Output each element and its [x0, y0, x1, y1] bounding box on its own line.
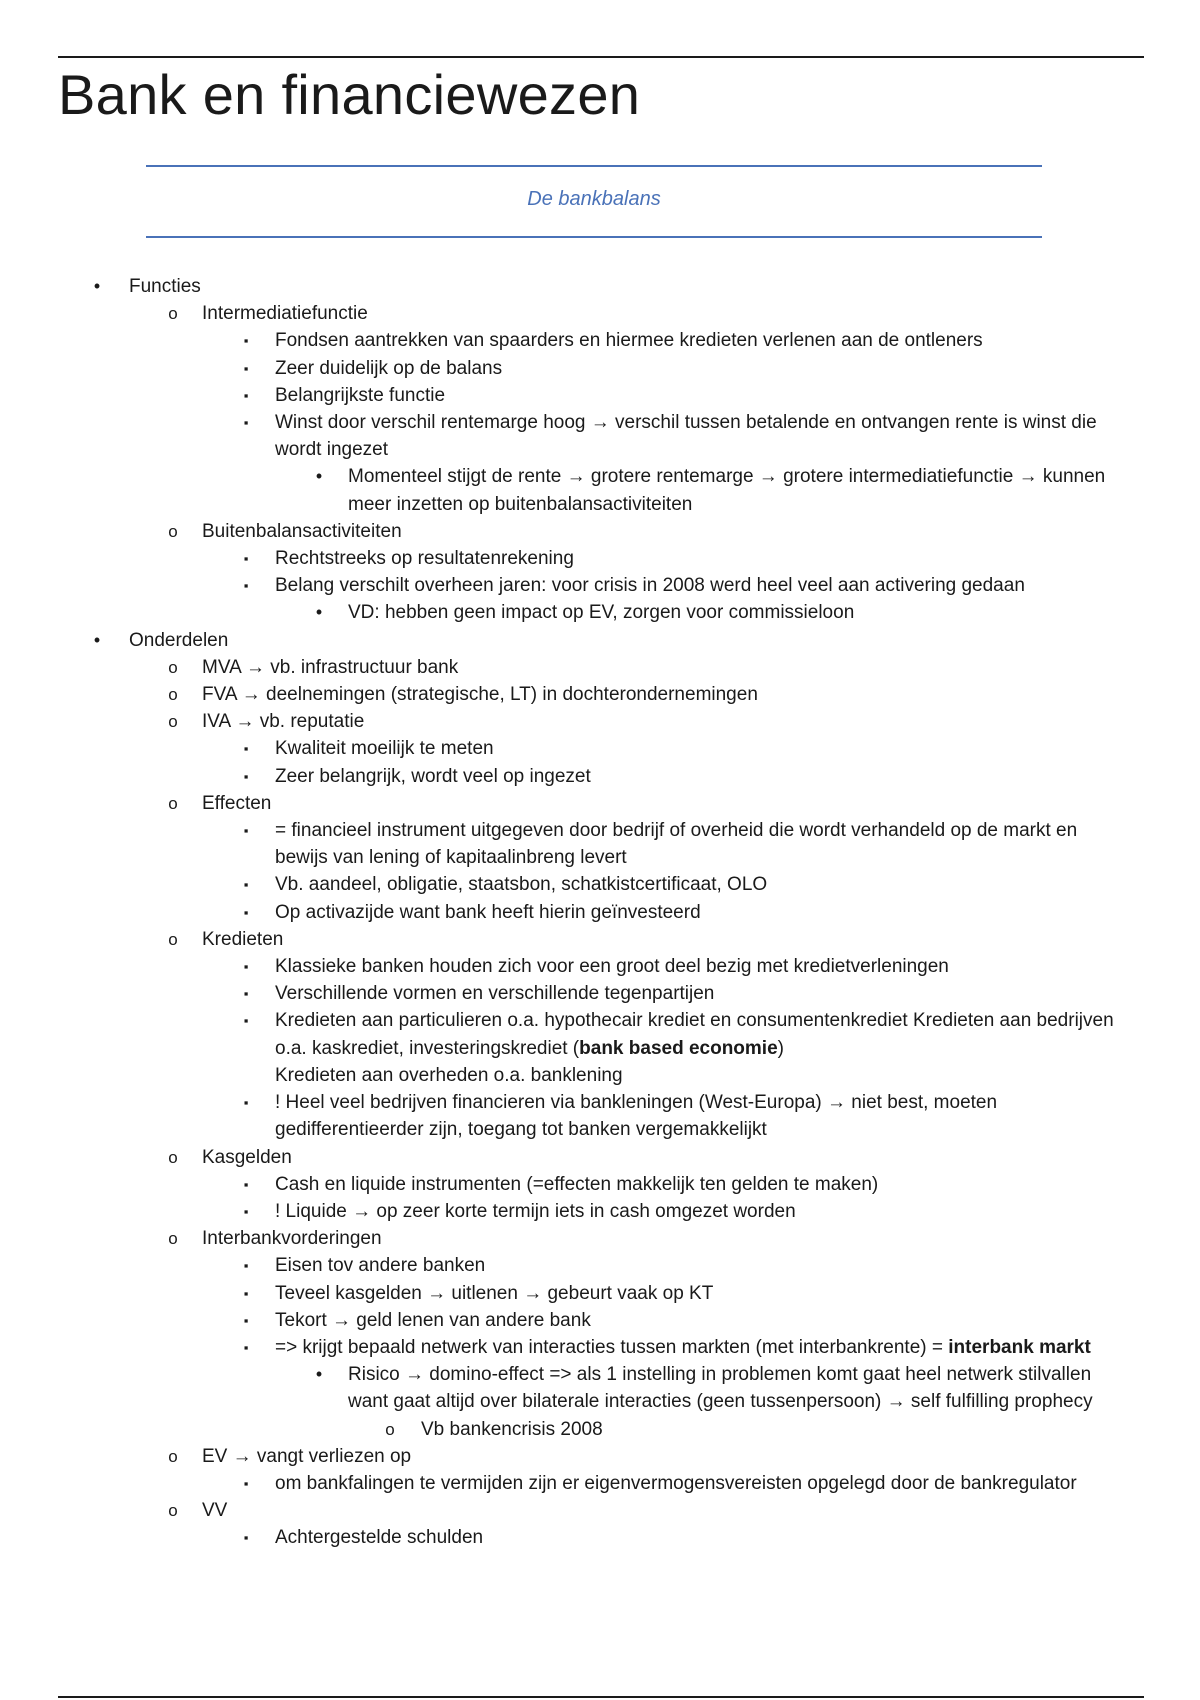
list-item-text: Kredieten aan particulieren o.a. hypothecair krediet en consumentenkrediet Kredieten aan bedrijven o.a. kaskrediet, investeringskrediet (bank based economie) — [275, 1010, 1114, 1059]
bullet-marker: o — [168, 793, 178, 813]
list-item-continuation: Kredieten aan overheden o.a. banklening — [275, 1064, 623, 1086]
list-item-text: VV — [202, 1500, 228, 1522]
list-item — [0, 790, 1132, 817]
bullet-marker: o — [168, 1446, 178, 1466]
list-item — [0, 1334, 1130, 1361]
list-item — [0, 1416, 1121, 1443]
list-item — [0, 1361, 1118, 1415]
bullet-marker: ▪ — [243, 387, 249, 403]
bullet-marker: ▪ — [243, 1258, 249, 1274]
list-item-text: = financieel instrument uitgegeven door bedrijf of overheid die wordt verhandeld op de markt en bewijs van lening of kapitaalinbreng levert — [275, 820, 1078, 869]
list-item — [0, 545, 1130, 572]
page-title: Bank en financiewezen — [58, 63, 641, 126]
list-item — [0, 382, 1130, 409]
bullet-marker: o — [168, 1147, 178, 1167]
list-item-text: Interbankvorderingen — [202, 1228, 382, 1250]
bullet-marker: ▪ — [243, 1339, 249, 1355]
list-item-text: Effecten — [202, 792, 272, 814]
list-item — [0, 1171, 1130, 1198]
list-item — [0, 1198, 1130, 1225]
bullet-marker: ▪ — [243, 415, 249, 431]
list-item-text: ! Liquide → op zeer korte termijn iets in cash omgezet worden — [275, 1200, 796, 1222]
subtitle: De bankbalans — [527, 188, 661, 210]
bullet-marker: ▪ — [243, 1176, 249, 1192]
bullet-marker: ▪ — [243, 1285, 249, 1301]
list-item-text: Risico → domino-effect => als 1 instelling in problemen komt gaat heel netwerk stilvallen want gaat altijd over bilaterale interacties (geen tussenpersoon) → self fulfilling prophecy — [348, 1364, 1093, 1413]
list-item-text: om bankfalingen te vermijden zijn er eigenvermogensvereisten opgelegd door de bankregulator — [275, 1472, 1077, 1494]
bullet-marker: • — [93, 629, 101, 650]
list-item-text: IVA → vb. reputatie — [202, 711, 365, 733]
list-item-text: Kasgelden — [202, 1146, 292, 1168]
list-item — [0, 1252, 1130, 1279]
list-item-text: Momenteel stijgt de rente → grotere rentemarge → grotere intermediatiefunctie → kunnen meer inzetten op buitenbalansactiviteiten — [348, 466, 1106, 515]
list-item — [0, 1307, 1130, 1334]
list-item — [0, 409, 1130, 463]
list-item-text: Zeer belangrijk, wordt veel op ingezet — [275, 765, 591, 787]
list-item — [0, 1470, 1130, 1497]
bullet-marker: o — [385, 1419, 395, 1439]
bullet-marker: o — [168, 304, 178, 324]
list-item — [0, 518, 1132, 545]
list-item — [0, 463, 1118, 517]
list-item-text: Vb. aandeel, obligatie, staatsbon, schatkistcertificaat, OLO — [275, 874, 768, 896]
bullet-marker: o — [168, 1501, 178, 1521]
list-item-text: Op activazijde want bank heeft hierin geïnvesteerd — [275, 901, 701, 923]
list-item-text: Buitenbalansactiviteiten — [202, 520, 402, 542]
list-item-text: Functies — [129, 276, 201, 297]
bullet-marker: ▪ — [243, 333, 249, 349]
bullet-marker: o — [168, 685, 178, 705]
top-rule — [58, 56, 1144, 58]
bullet-marker: ▪ — [243, 1312, 249, 1328]
bullet-marker: ▪ — [243, 1013, 249, 1029]
bullet-marker: • — [315, 466, 323, 487]
list-item — [0, 817, 1130, 871]
list-item — [0, 273, 1129, 300]
subtitle-bottom-rule — [146, 236, 1042, 238]
list-item-text: Tekort → geld lenen van andere bank — [275, 1309, 591, 1331]
list-item-text: ! Heel veel bedrijven financieren via bankleningen (West-Europa) → niet best, moeten gedifferentieerder zijn, toegang tot banken vergemakkelijkt — [275, 1092, 998, 1141]
list-item — [0, 1089, 1130, 1143]
list-item-text: Zeer duidelijk op de balans — [275, 357, 503, 379]
bullet-marker: • — [315, 1364, 323, 1385]
list-item — [0, 899, 1130, 926]
bullet-marker: ▪ — [243, 1530, 249, 1546]
list-item — [0, 953, 1130, 980]
list-item — [0, 327, 1130, 354]
bullet-marker: ▪ — [243, 551, 249, 567]
list-item — [0, 599, 1118, 626]
bullet-marker: ▪ — [243, 1475, 249, 1491]
list-item-text: Rechtstreeks op resultatenrekening — [275, 548, 574, 570]
list-item-text: Kwaliteit moeilijk te meten — [275, 738, 494, 760]
list-item-text: Teveel kasgelden → uitlenen → gebeurt vaak op KT — [275, 1282, 714, 1304]
list-item — [0, 1144, 1132, 1171]
bullet-marker: ▪ — [243, 877, 249, 893]
bullet-marker: ▪ — [243, 360, 249, 376]
list-item — [0, 572, 1130, 599]
list-item — [0, 1225, 1132, 1252]
bottom-rule — [58, 1696, 1144, 1698]
list-item-text: Belang verschilt overheen jaren: voor crisis in 2008 werd heel veel aan activering gedaan — [275, 575, 1025, 597]
list-item-text: Achtergestelde schulden — [275, 1527, 484, 1549]
bullet-marker: ▪ — [243, 904, 249, 920]
list-item — [0, 300, 1132, 327]
list-item-text: Winst door verschil rentemarge hoog → verschil tussen betalende en ontvangen rente is winst die wordt ingezet — [275, 412, 1097, 461]
list-item-text: Klassieke banken houden zich voor een groot deel bezig met kredietverleningen — [275, 956, 949, 978]
list-item-text: FVA → deelnemingen (strategische, LT) in dochterondernemingen — [202, 684, 758, 706]
list-item — [0, 654, 1132, 681]
bullet-marker: ▪ — [243, 823, 249, 839]
bullet-marker: ▪ — [243, 959, 249, 975]
list-item — [0, 681, 1132, 708]
bullet-marker: ▪ — [243, 741, 249, 757]
list-item-text: => krijgt bepaald netwerk van interacties tussen markten (met interbankrente) = interbank markt — [275, 1336, 1091, 1358]
list-item-text: Eisen tov andere banken — [275, 1255, 486, 1277]
list-item-text: Vb bankencrisis 2008 — [421, 1418, 603, 1440]
list-item — [0, 1007, 1130, 1089]
subtitle-top-rule — [146, 165, 1042, 167]
list-item — [0, 1280, 1130, 1307]
list-item-text: Kredieten — [202, 928, 284, 950]
bullet-marker: o — [168, 712, 178, 732]
bullet-marker: ▪ — [243, 1095, 249, 1111]
list-item — [0, 980, 1130, 1007]
list-item-text: VD: hebben geen impact op EV, zorgen voor commissieloon — [348, 602, 855, 624]
outline-list — [0, 273, 1200, 1552]
list-item — [0, 1524, 1130, 1551]
bullet-marker: ▪ — [243, 1203, 249, 1219]
bullet-marker: o — [168, 521, 178, 541]
bullet-marker: ▪ — [243, 768, 249, 784]
list-item-text: Belangrijkste functie — [275, 384, 446, 406]
bold-term: bank based economie — [579, 1037, 778, 1059]
bullet-marker: o — [168, 657, 178, 677]
bullet-marker: ▪ — [243, 578, 249, 594]
list-item-text: EV → vangt verliezen op — [202, 1445, 412, 1467]
list-item — [0, 1443, 1132, 1470]
list-item — [0, 926, 1132, 953]
bullet-marker: • — [315, 602, 323, 623]
bullet-marker: o — [168, 929, 178, 949]
list-item-text: Cash en liquide instrumenten (=effecten makkelijk ten gelden te maken) — [275, 1173, 879, 1195]
list-item-text: MVA → vb. infrastructuur bank — [202, 656, 459, 678]
list-item-text: Verschillende vormen en verschillende tegenpartijen — [275, 983, 715, 1005]
list-item-text: Onderdelen — [129, 629, 229, 651]
list-item-text: Fondsen aantrekken van spaarders en hiermee kredieten verlenen aan de ontleners — [275, 330, 983, 352]
bullet-marker: ▪ — [243, 986, 249, 1002]
bold-term: interbank markt — [948, 1336, 1091, 1358]
list-item — [0, 627, 1129, 654]
bullet-marker: • — [93, 276, 101, 296]
list-item — [0, 735, 1130, 762]
list-item — [0, 708, 1132, 735]
bullet-marker: o — [168, 1229, 178, 1249]
list-item-text: Intermediatiefunctie — [202, 303, 368, 325]
list-item — [0, 355, 1130, 382]
list-item — [0, 1497, 1132, 1524]
list-item — [0, 871, 1130, 898]
list-item — [0, 763, 1130, 790]
